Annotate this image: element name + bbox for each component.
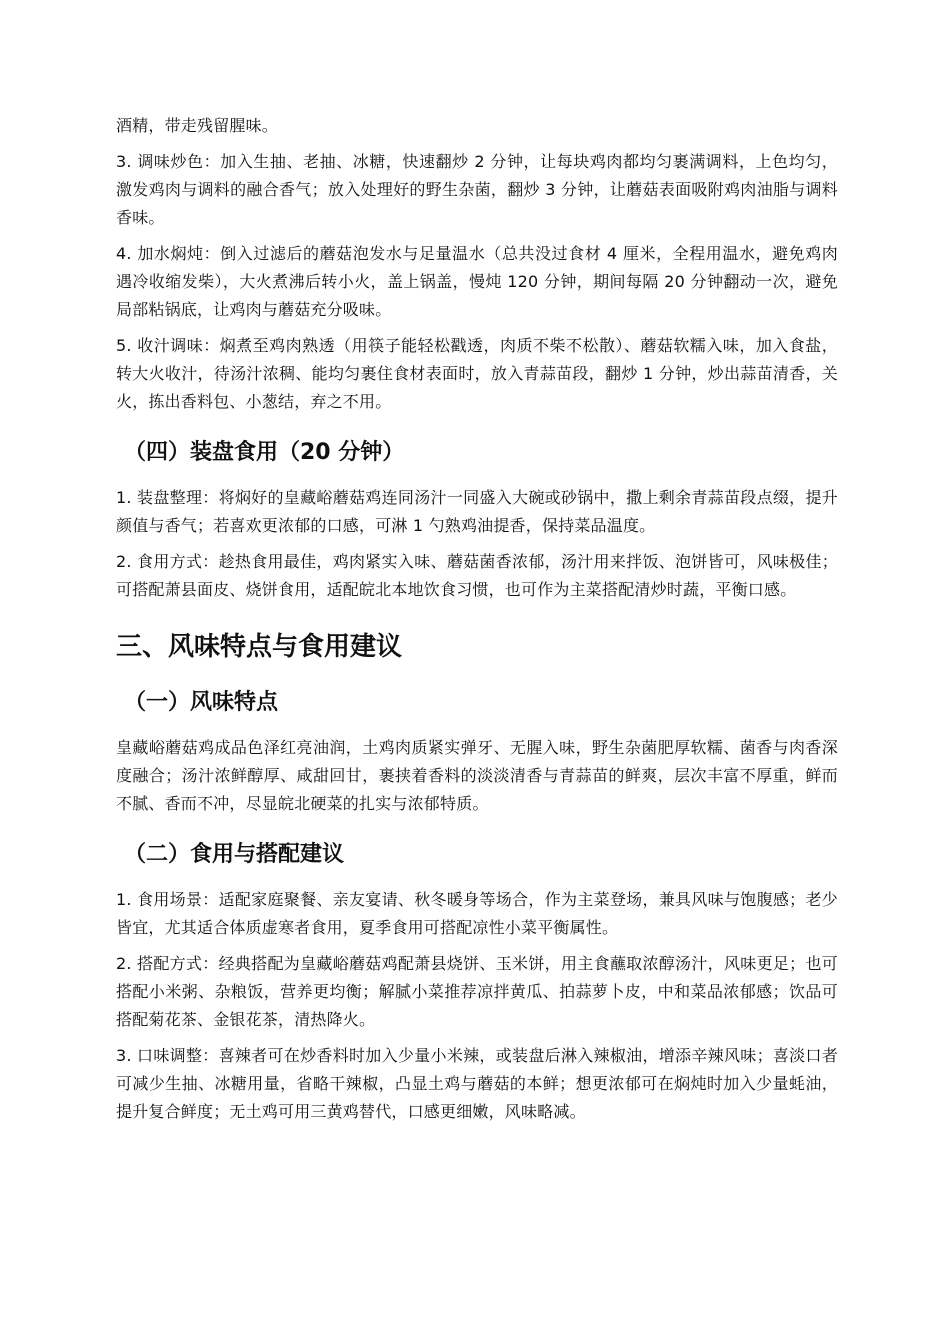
intro-continuation-paragraph: 酒精，带走残留腥味。 (116, 116, 279, 135)
suggestion-item-1: 1. 食用场景：适配家庭聚餐、亲友宴请、秋冬暖身等场合，作为主菜登场，兼具风味与饱腹感；老少皆宜，尤其适合体质虚寒者食用，夏季食用可搭配凉性小菜平衡属性。 (116, 890, 838, 937)
flavor-features-heading: （一）风味特点 (124, 690, 279, 715)
cooking-step-5: 5. 收汁调味：焖煮至鸡肉熟透（用筷子能轻松戳透，肉质不柴不松散）、蘑菇软糯入味，加入食盐，转大火收汁，待汤汁浓稠、能均匀裹住食材表面时，放入青蒜苗段，翻炒 1 分钟，炒出蒜苗清香，关火，拣出香料包、小葱结，弃之不用。 (116, 336, 838, 411)
suggestion-item-3: 3. 口味调整：喜辣者可在炒香料时加入少量小米辣，或装盘后淋入辣椒油，增添辛辣风味；喜淡口者可减少生抽、冰糖用量，省略干辣椒，凸显土鸡与蘑菇的本鲜；想更浓郁可在焖炖时加入少量蚝油，提升复合鲜度；无土鸡可用三黄鸡替代，口感更细嫩，风味略减。 (116, 1046, 838, 1121)
suggestion-item-2: 2. 搭配方式：经典搭配为皇藏峪蘑菇鸡配萧县烧饼、玉米饼，用主食蘸取浓醇汤汁，风味更足；也可搭配小米粥、杂粮饭，营养更均衡；解腻小菜推荐凉拌黄瓜、拍蒜萝卜皮，中和菜品浓郁感；饮品可搭配菊花茶、金银花茶，清热降火。 (116, 954, 838, 1029)
cooking-step-3: 3. 调味炒色：加入生抽、老抽、冰糖，快速翻炒 2 分钟，让每块鸡肉都均匀裹满调料，上色均匀，激发鸡肉与调料的融合香气；放入处理好的野生杂菌，翻炒 3 分钟，让蘑菇表面吸附鸡肉油脂与调料香味。 (116, 152, 838, 227)
cooking-step-4: 4. 加水焖炖：倒入过滤后的蘑菇泡发水与足量温水（总共没过食材 4 厘米，全程用温水，避免鸡肉遇冷收缩发柴），大火煮沸后转小火，盖上锅盖，慢炖 120 分钟，期间每隔 20 分钟翻动一次，避免局部粘锅底，让鸡肉与蘑菇充分吸味。 (116, 244, 838, 319)
plating-item-2: 2. 食用方式：趁热食用最佳，鸡肉紧实入味、蘑菇菌香浓郁，汤汁用来拌饭、泡饼皆可，风味极佳；可搭配萧县面皮、烧饼食用，适配皖北本地饮食习惯，也可作为主菜搭配清炒时蔬，平衡口感。 (116, 552, 838, 599)
plating-heading: （四）装盘食用（20 分钟） (124, 440, 405, 465)
document-page (116, 112, 838, 1134)
plating-item-1: 1. 装盘整理：将焖好的皇藏峪蘑菇鸡连同汤汁一同盛入大碗或砂锅中，撒上剩余青蒜苗段点缀，提升颜值与香气；若喜欢更浓郁的口感，可淋 1 勺熟鸡油提香，保持菜品温度。 (116, 488, 838, 535)
suggestions-heading: （二）食用与搭配建议 (124, 842, 345, 867)
flavor-features-paragraph: 皇藏峪蘑菇鸡成品色泽红亮油润，土鸡肉质紧实弹牙、无腥入味，野生杂菌肥厚软糯、菌香与肉香深度融合；汤汁浓鲜醇厚、咸甜回甘，裹挟着香料的淡淡清香与青蒜苗的鲜爽，层次丰富不厚重，鲜而不腻、香而不冲，尽显皖北硬菜的扎实与浓郁特质。 (116, 738, 838, 813)
flavor-section-heading: 三、风味特点与食用建议 (116, 632, 403, 662)
